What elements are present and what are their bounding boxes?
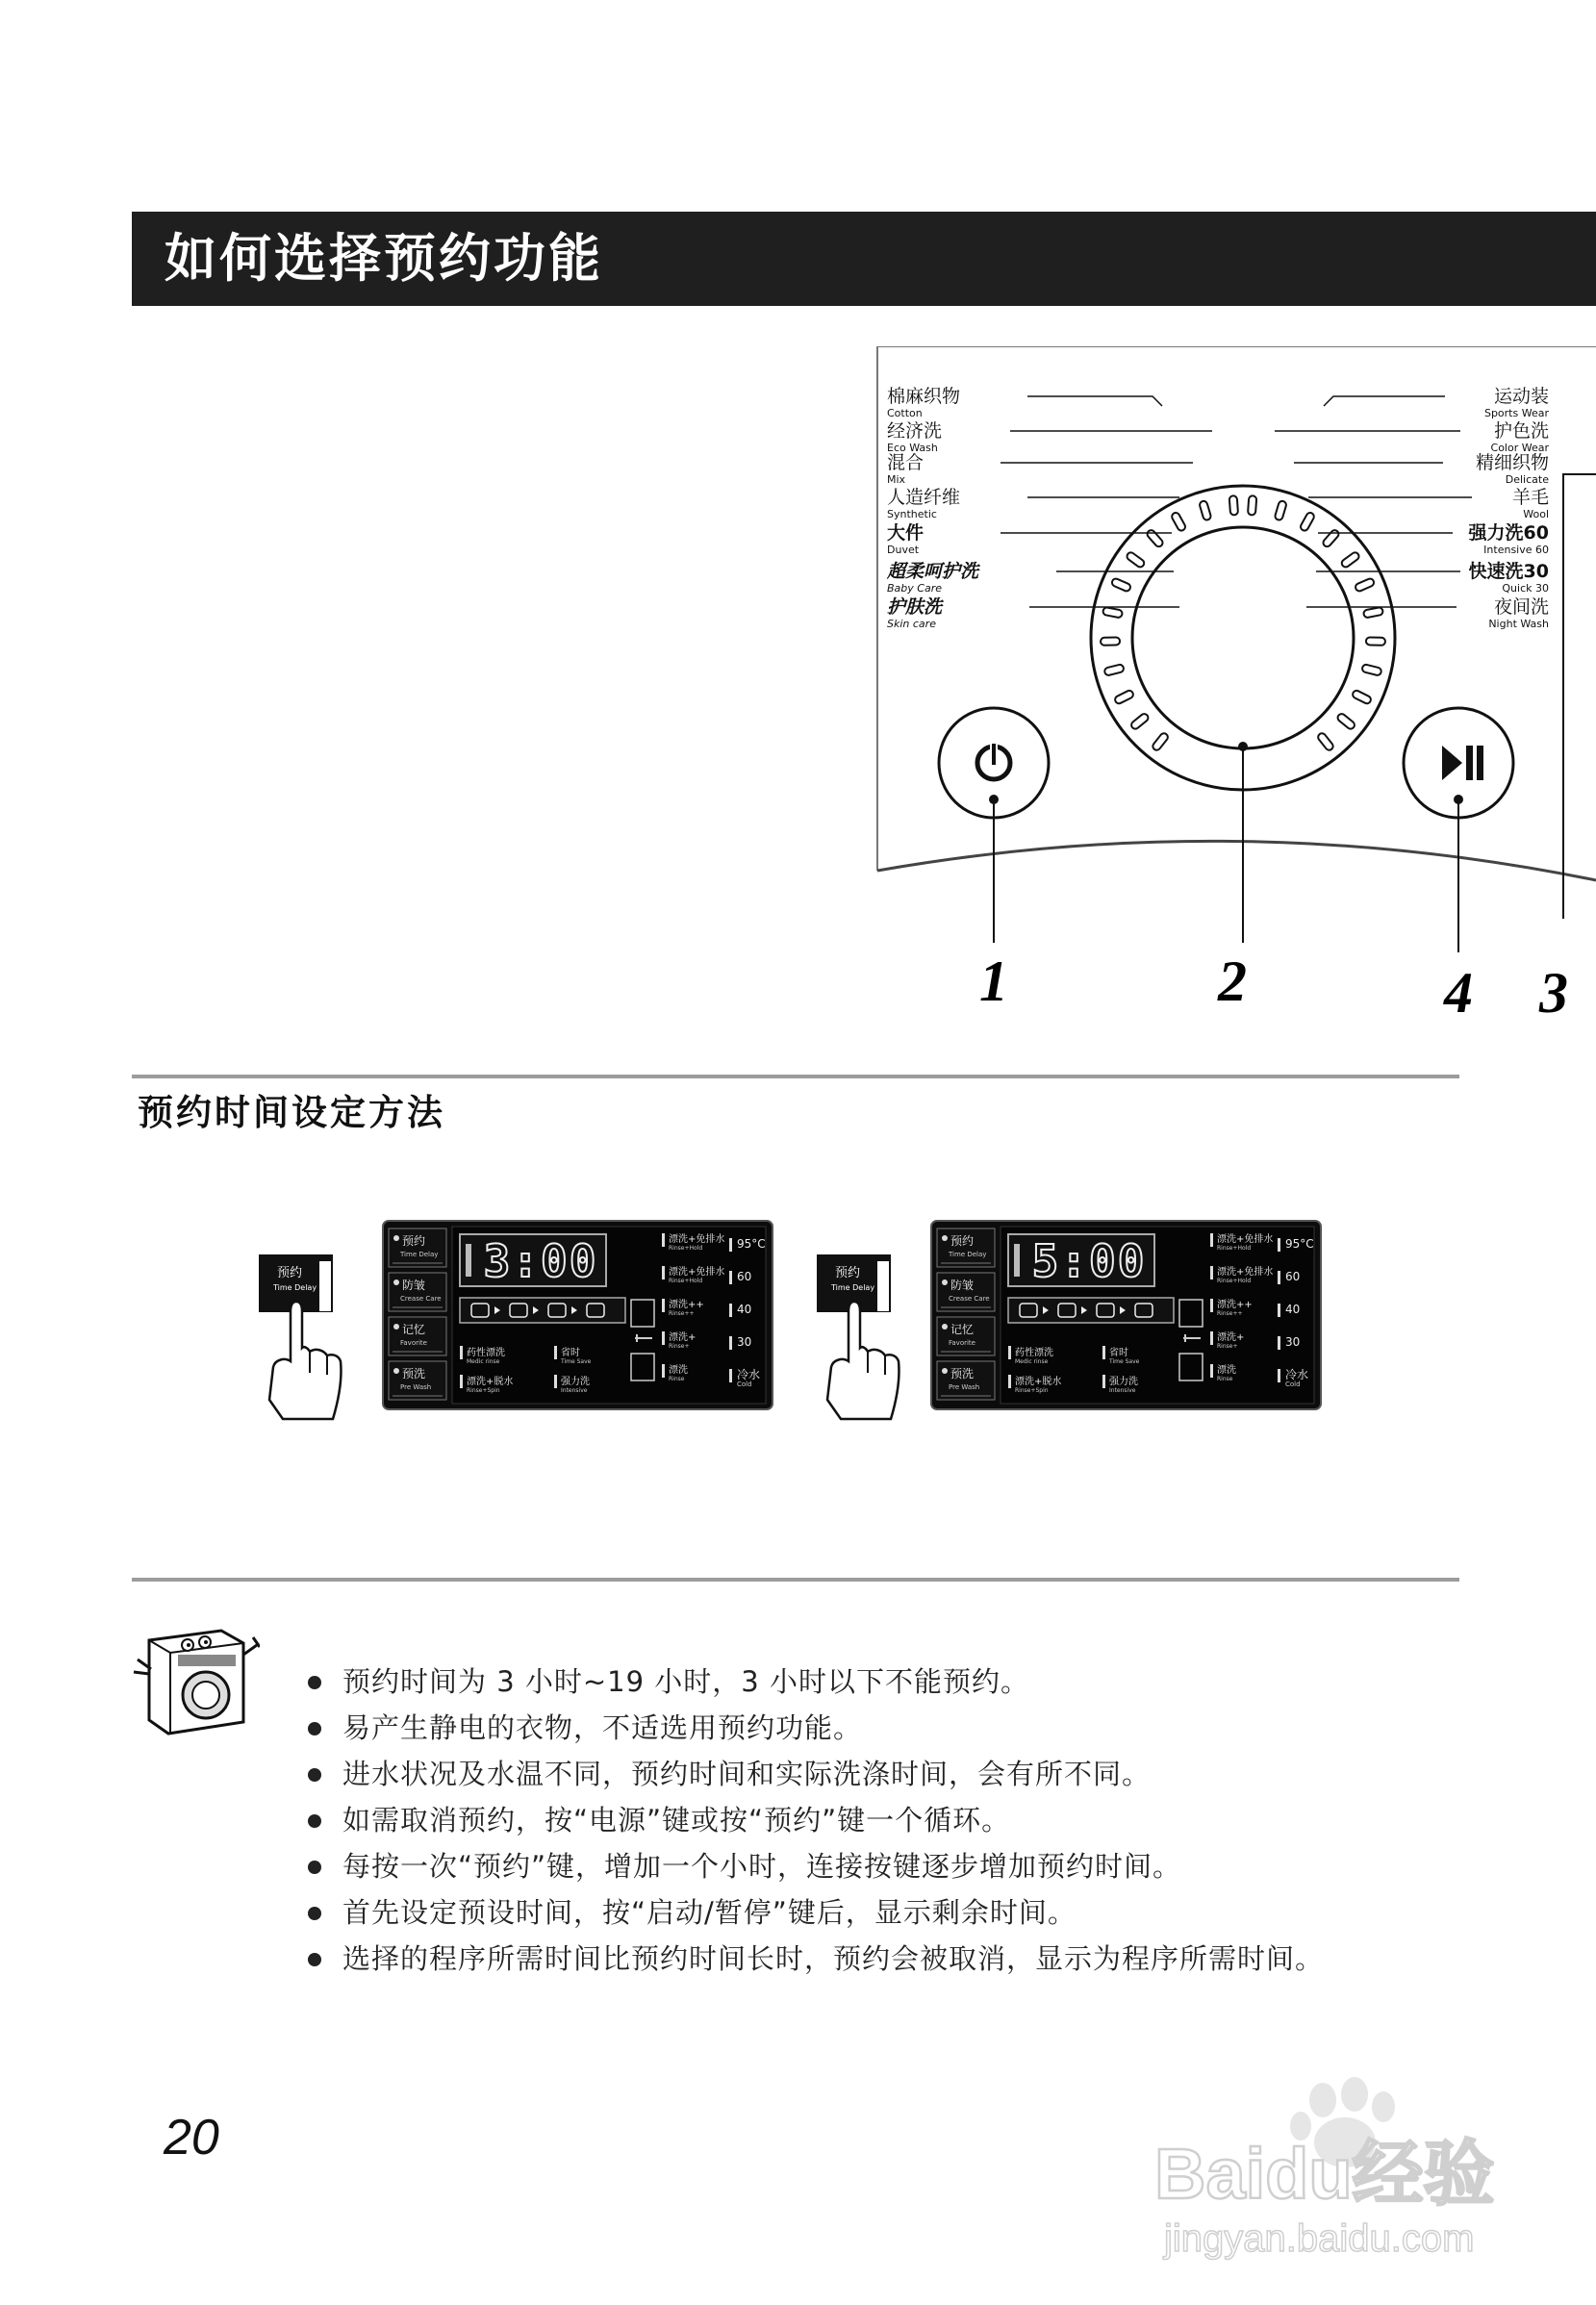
callout-4: 4 [1444, 961, 1473, 1020]
dial-tick [1300, 512, 1316, 532]
program-label-left-en: Cotton [887, 407, 923, 419]
rinse-option-label: 漂洗 [669, 1365, 688, 1376]
program-label-right: 羊毛 [1511, 487, 1549, 508]
panel-side-button-label-en: Time Delay [949, 1251, 987, 1258]
program-label-right: 护色洗 [1493, 420, 1549, 442]
program-label-left: 大件 [887, 522, 925, 544]
section-heading: 预约时间设定方法 [138, 1092, 445, 1133]
panel-side-button-label: 记忆 [950, 1323, 975, 1336]
program-label-left-en: Baby Care [887, 582, 942, 595]
temperature-label: 30 [1285, 1335, 1301, 1349]
temperature-label: 40 [737, 1303, 752, 1316]
delay-time-readout: 5:00 [1031, 1235, 1147, 1287]
program-label-left: 混合 [887, 452, 925, 473]
program-label-left: 护肤洗 [887, 596, 943, 618]
panel-side-button-label: 预洗 [402, 1367, 426, 1380]
wash-option-label-en: Medic rinse [467, 1358, 500, 1365]
wash-option-label-en: Rinse+Spin [1015, 1387, 1049, 1394]
dial-tick [1126, 551, 1146, 569]
panel-side-button-label-en: Pre Wash [949, 1383, 980, 1391]
panel-side-button-label-en: Favorite [949, 1339, 975, 1347]
note-item: 选择的程序所需时间比预约时间长时，预约会被取消，显示为程序所需时间。 [306, 1936, 1324, 1982]
panel-side-button-label: 预洗 [950, 1367, 975, 1380]
program-label-left: 人造纤维 [887, 487, 961, 508]
temperature-label: 冷水 [737, 1368, 761, 1381]
temperature-label: 60 [1285, 1270, 1301, 1283]
display-figure-1 [260, 1221, 773, 1419]
program-label-right: 快速洗30 [1468, 561, 1549, 582]
dial-tick [1199, 500, 1211, 520]
dial-ticks [1101, 495, 1385, 751]
wash-option-label-en: Intensive [1109, 1387, 1136, 1394]
page-title: 如何选择预约功能 [165, 228, 603, 289]
wash-option-label-en: Time Save [1109, 1358, 1140, 1365]
program-label-left: 经济洗 [887, 420, 943, 442]
dial-tick [1248, 495, 1256, 516]
note-item: 首先设定预设时间，按“启动/暂停”键后，显示剩余时间。 [306, 1889, 1324, 1936]
temperature-label: 95°C [737, 1237, 766, 1251]
divider [132, 1075, 1459, 1078]
callout-3: 3 [1539, 961, 1568, 1020]
program-label-right-en: Wool [1523, 508, 1549, 520]
dial-tick [1363, 607, 1383, 619]
pointing-hand-icon [827, 1302, 899, 1419]
program-label-right-en: Intensive 60 [1483, 544, 1549, 556]
note-item: 预约时间为 3 小时~19 小时，3 小时以下不能预约。 [306, 1659, 1324, 1705]
rinse-option-label-en: Rinse+Hold [1217, 1245, 1252, 1252]
dial-tick [1361, 664, 1381, 676]
program-label-right-en: Night Wash [1488, 618, 1549, 630]
temperature-cold-en: Cold [737, 1380, 752, 1388]
title-bar [132, 212, 1596, 306]
time-delay-button-label-en: Time Delay [831, 1283, 875, 1292]
panel-side-button-label-en: Crease Care [949, 1295, 990, 1303]
washing-machine-mascot-icon [130, 1616, 260, 1741]
notes-list [306, 1659, 1324, 1982]
panel-side-button-label: 防皱 [950, 1279, 975, 1292]
rinse-option-label-en: Rinse [1217, 1376, 1233, 1382]
program-label-left: 超柔呵护洗 [887, 561, 979, 582]
program-label-left-en: Mix [887, 473, 906, 486]
rinse-option-label: 漂洗+免排水 [669, 1267, 725, 1278]
pointing-hand-icon [269, 1302, 342, 1419]
dial-tick [1317, 732, 1335, 752]
temperature-label: 30 [737, 1335, 752, 1349]
baidu-watermark [1135, 2073, 1539, 2266]
wash-option-label-en: Intensive [561, 1387, 588, 1394]
temperature-label: 60 [737, 1270, 752, 1283]
dial-tick [1101, 637, 1120, 646]
program-label-right: 运动装 [1493, 386, 1549, 407]
rinse-option-label-en: Rinse++ [1217, 1310, 1243, 1317]
panel-side-button-label-en: Crease Care [400, 1295, 442, 1303]
display-illustrations [231, 1207, 1347, 1438]
dial-tick [1129, 712, 1150, 730]
dial-tick [1366, 637, 1385, 646]
panel-side-button-label: 记忆 [402, 1323, 426, 1336]
dial-tick [1229, 495, 1238, 516]
callout-2: 2 [1218, 950, 1247, 1013]
rinse-option-label-en: Rinse+Hold [1217, 1278, 1252, 1284]
panel-side-button-label: 防皱 [402, 1279, 426, 1292]
page-number: 20 [164, 2110, 219, 2166]
dial-tick [1114, 690, 1134, 705]
program-label-left-en: Synthetic [887, 508, 937, 520]
program-label-left-en: Skin care [887, 618, 936, 630]
rinse-option-label-en: Rinse+Hold [669, 1278, 703, 1284]
rinse-option-label-en: Rinse+Hold [669, 1245, 703, 1252]
watermark-brand: Baidu经验 [1154, 2134, 1495, 2214]
dial-tick [1352, 690, 1372, 705]
wash-option-label: 强力洗 [1109, 1377, 1138, 1387]
wash-option-label-en: Medic rinse [1015, 1358, 1049, 1365]
program-label-right: 精细织物 [1475, 452, 1549, 473]
temperature-label: 40 [1285, 1303, 1301, 1316]
delay-time-readout: 3:00 [483, 1235, 598, 1287]
dial-tick [1275, 500, 1287, 520]
temperature-label: 冷水 [1285, 1368, 1309, 1381]
time-delay-button-label-en: Time Delay [273, 1283, 317, 1292]
wash-option-label-en: Rinse+Spin [467, 1387, 500, 1394]
dial-tick [1171, 512, 1187, 532]
program-label-right-en: Delicate [1505, 473, 1549, 486]
rinse-option-label-en: Rinse+ [1217, 1343, 1238, 1350]
program-label-right: 夜间洗 [1493, 596, 1549, 618]
rinse-option-label: 漂洗 [1217, 1365, 1236, 1376]
panel-side-button-label: 预约 [950, 1234, 975, 1248]
note-item: 进水状况及水温不同，预约时间和实际洗涤时间，会有所不同。 [306, 1751, 1324, 1797]
dial-tick [1103, 664, 1124, 676]
note-item: 易产生静电的衣物，不适选用预约功能。 [306, 1705, 1324, 1751]
rinse-option-label: 漂洗+ [1217, 1332, 1245, 1343]
dial-tick [1355, 577, 1376, 592]
dial-tick [1322, 529, 1340, 548]
panel-side-button-label-en: Time Delay [400, 1251, 439, 1258]
watermark-url: jingyan.baidu.com [1164, 2217, 1475, 2260]
program-label-right-en: Quick 30 [1502, 582, 1549, 595]
program-label-right: 强力洗60 [1468, 522, 1549, 544]
callout-1: 1 [979, 950, 1008, 1013]
dial-tick [1340, 551, 1360, 569]
rinse-option-label-en: Rinse+ [669, 1343, 690, 1350]
dial-tick [1152, 732, 1170, 752]
wash-option-label: 省时 [561, 1348, 580, 1358]
time-delay-button-label: 预约 [277, 1266, 303, 1280]
rinse-option-label: 漂洗+免排水 [1217, 1234, 1274, 1245]
wash-option-label: 漂洗+脱水 [467, 1377, 514, 1387]
dial-tick [1111, 577, 1132, 592]
program-label-left-en: Duvet [887, 544, 920, 556]
wash-option-label: 药性漂洗 [1015, 1348, 1053, 1358]
time-delay-button-label: 预约 [835, 1266, 861, 1280]
program-label-left-en: Eco Wash [887, 442, 938, 454]
divider [132, 1578, 1459, 1582]
note-item: 如需取消预约，按“电源”键或按“预约”键一个循环。 [306, 1797, 1324, 1843]
temperature-label: 95°C [1285, 1237, 1314, 1251]
program-label-right-en: Sports Wear [1483, 407, 1549, 419]
rinse-option-label: 漂洗++ [1217, 1300, 1253, 1310]
wash-option-label: 省时 [1109, 1348, 1128, 1358]
panel-side-button-label-en: Pre Wash [400, 1383, 432, 1391]
wash-option-label: 药性漂洗 [467, 1348, 505, 1358]
note-item: 每按一次“预约”键，增加一个小时，连接按键逐步增加预约时间。 [306, 1843, 1324, 1889]
wash-option-label-en: Time Save [561, 1358, 592, 1365]
wash-option-label: 强力洗 [561, 1377, 590, 1387]
panel-side-button-label: 预约 [402, 1234, 426, 1248]
rinse-option-label-en: Rinse [669, 1376, 685, 1382]
rinse-option-label-en: Rinse++ [669, 1310, 695, 1317]
panel-side-button-label-en: Favorite [400, 1339, 427, 1347]
wash-option-label: 漂洗+脱水 [1015, 1377, 1062, 1387]
program-label-left: 棉麻织物 [887, 386, 961, 407]
rinse-option-label: 漂洗+免排水 [1217, 1267, 1274, 1278]
dial-tick [1146, 529, 1164, 548]
temperature-cold-en: Cold [1285, 1380, 1301, 1388]
dial-tick [1336, 712, 1356, 730]
rinse-option-label: 漂洗+免排水 [669, 1234, 725, 1245]
rinse-option-label: 漂洗++ [669, 1300, 704, 1310]
control-panel-illustration [856, 346, 1596, 1020]
program-label-right-en: Color Wear [1490, 442, 1549, 454]
rinse-option-label: 漂洗+ [669, 1332, 697, 1343]
display-figure-2 [818, 1221, 1321, 1419]
dial-tick [1102, 607, 1123, 619]
